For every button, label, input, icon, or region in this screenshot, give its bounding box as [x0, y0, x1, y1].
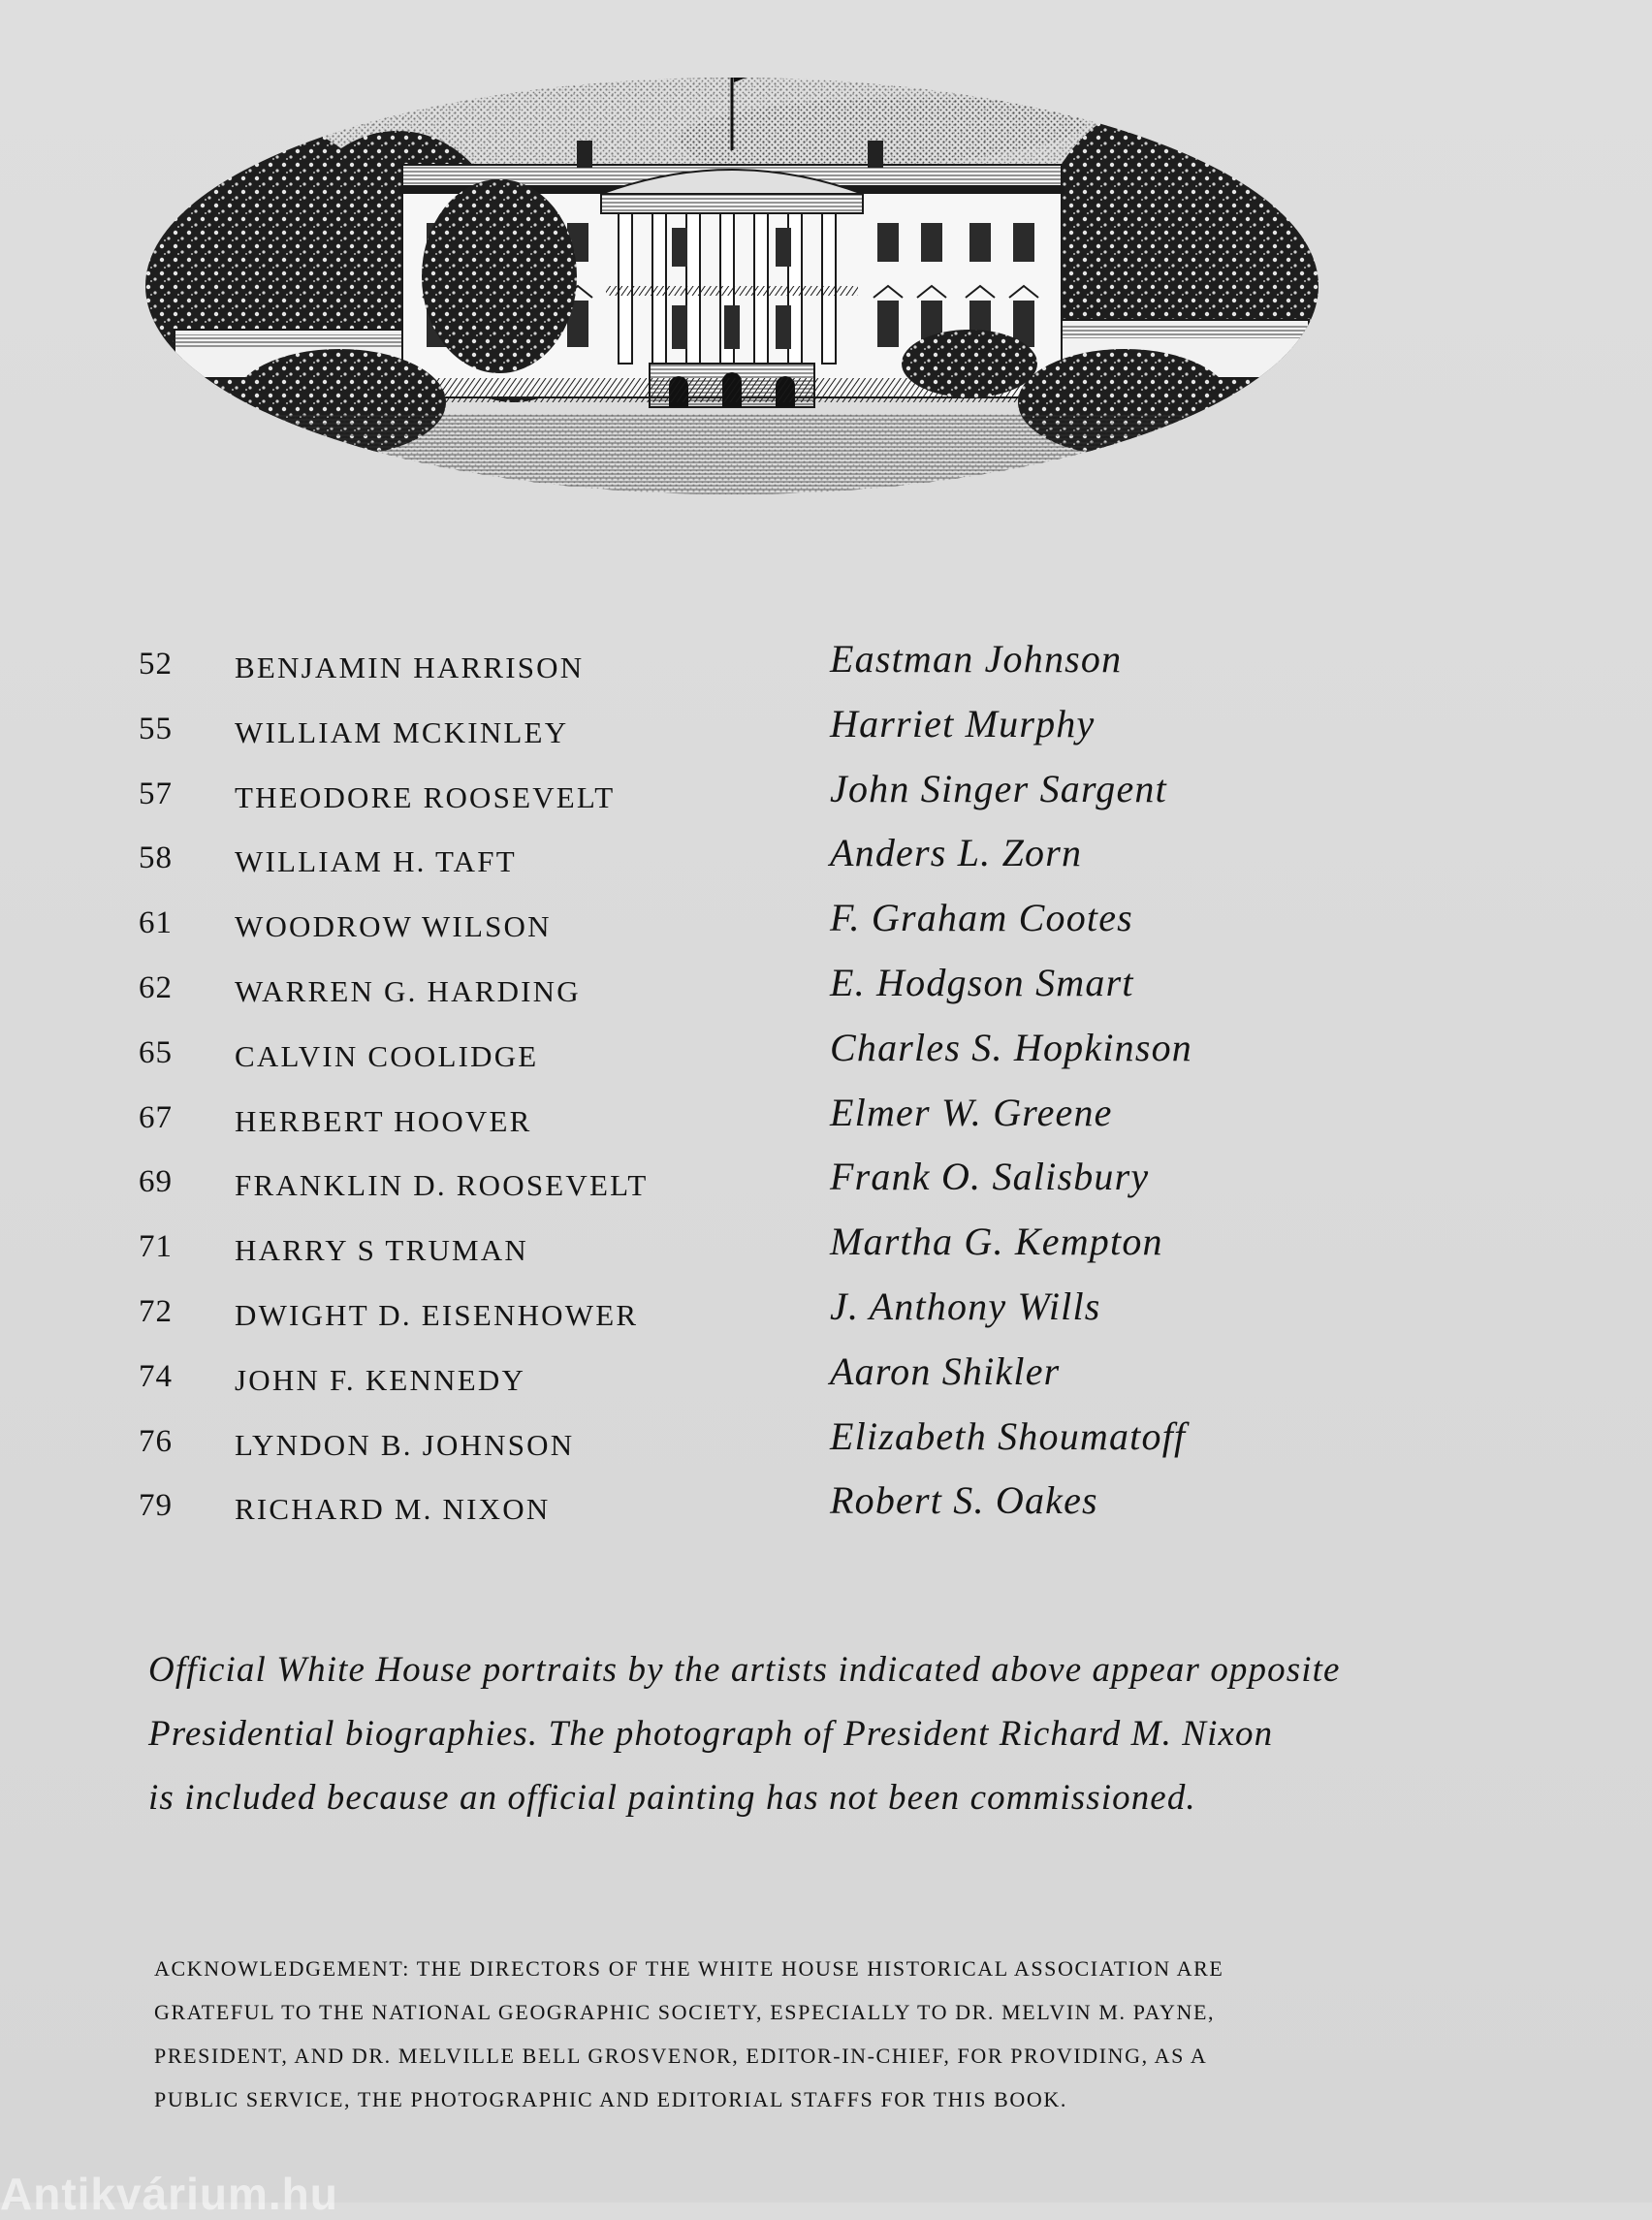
page-number: 57: [139, 776, 173, 811]
page-number: 79: [139, 1488, 173, 1524]
page-number: 55: [139, 711, 173, 746]
president-name: CALVIN COOLIDGE: [235, 1038, 539, 1073]
list-item: [0, 884, 1652, 949]
list-item: [0, 1143, 1652, 1208]
note-line: Official White House portraits by the artists indicated above appear opposite: [148, 1650, 1341, 1690]
acknowledgement-line: PRESIDENT, AND DR. MELVILLE BELL GROSVENOR, EDITOR-IN-CHIEF, FOR PROVIDING, AS A: [154, 2044, 1208, 2068]
president-name: JOHN F. KENNEDY: [235, 1362, 526, 1397]
artist-name: F. Graham Cootes: [830, 896, 1133, 940]
note-line: is included because an official painting has not been commissioned.: [148, 1778, 1196, 1818]
list-item: [0, 1467, 1652, 1532]
page-number: 65: [139, 1034, 173, 1070]
president-name: FRANKLIN D. ROOSEVELT: [235, 1168, 649, 1203]
president-name: WILLIAM MCKINLEY: [235, 714, 569, 749]
acknowledgement-line: ACKNOWLEDGEMENT: THE DIRECTORS OF THE WHITE HOUSE HISTORICAL ASSOCIATION ARE: [154, 1956, 1224, 1981]
list-item: [0, 1403, 1652, 1468]
list-item: [0, 819, 1652, 884]
artist-name: Charles S. Hopkinson: [830, 1025, 1192, 1069]
president-name: HERBERT HOOVER: [235, 1103, 532, 1138]
white-house-engraving: [145, 53, 1318, 494]
list-item: [0, 755, 1652, 820]
page-number: 69: [139, 1164, 173, 1200]
artist-name: Elizabeth Shoumatoff: [830, 1413, 1187, 1458]
artist-name: John Singer Sargent: [830, 766, 1167, 810]
page-number: 74: [139, 1358, 173, 1394]
president-name: RICHARD M. NIXON: [235, 1492, 551, 1527]
list-item: [0, 690, 1652, 755]
portrait-note: [148, 1638, 1525, 1830]
artist-name: Frank O. Salisbury: [830, 1155, 1150, 1199]
page-number: 61: [139, 905, 173, 941]
acknowledgement: [154, 1947, 1366, 2121]
president-name: LYNDON B. JOHNSON: [235, 1427, 575, 1462]
artist-name: Harriet Murphy: [830, 701, 1096, 745]
list-item: [0, 1014, 1652, 1079]
artist-name: Aaron Shikler: [830, 1348, 1061, 1393]
page-number: 62: [139, 969, 173, 1005]
acknowledgement-line: PUBLIC SERVICE, THE PHOTOGRAPHIC AND EDITORIAL STAFFS FOR THIS BOOK.: [154, 2087, 1067, 2111]
president-name: DWIGHT D. EISENHOWER: [235, 1297, 639, 1332]
list-item: [0, 625, 1652, 690]
acknowledgement-line: GRATEFUL TO THE NATIONAL GEOGRAPHIC SOCIETY, ESPECIALLY TO DR. MELVIN M. PAYNE,: [154, 2000, 1216, 2024]
president-name: THEODORE ROOSEVELT: [235, 779, 616, 814]
page-number: 67: [139, 1099, 173, 1135]
page-number: 76: [139, 1423, 173, 1459]
note-line: Presidential biographies. The photograph of President Richard M. Nixon: [148, 1714, 1274, 1754]
page-number: 71: [139, 1229, 173, 1265]
president-name: WOODROW WILSON: [235, 909, 552, 944]
artist-name: Eastman Johnson: [830, 637, 1123, 681]
list-item: [0, 949, 1652, 1014]
artist-name: E. Hodgson Smart: [830, 960, 1134, 1004]
artist-name: J. Anthony Wills: [830, 1284, 1101, 1328]
page-number: 58: [139, 840, 173, 876]
president-name: BENJAMIN HARRISON: [235, 650, 585, 684]
page-number: 72: [139, 1293, 173, 1329]
list-item: [0, 1208, 1652, 1273]
president-name: WARREN G. HARDING: [235, 973, 581, 1008]
artist-name: Elmer W. Greene: [830, 1090, 1113, 1134]
artist-name: Anders L. Zorn: [830, 831, 1083, 875]
artist-name: Martha G. Kempton: [830, 1220, 1163, 1264]
list-item: [0, 1338, 1652, 1403]
page-number: 52: [139, 647, 173, 682]
list-item: [0, 1079, 1652, 1144]
list-item: [0, 1273, 1652, 1338]
president-name: WILLIAM H. TAFT: [235, 844, 517, 879]
portrait-list: [0, 625, 1652, 1532]
watermark: Antikvárium.hu: [0, 2169, 338, 2219]
president-name: HARRY S TRUMAN: [235, 1233, 528, 1268]
artist-name: Robert S. Oakes: [830, 1478, 1098, 1523]
